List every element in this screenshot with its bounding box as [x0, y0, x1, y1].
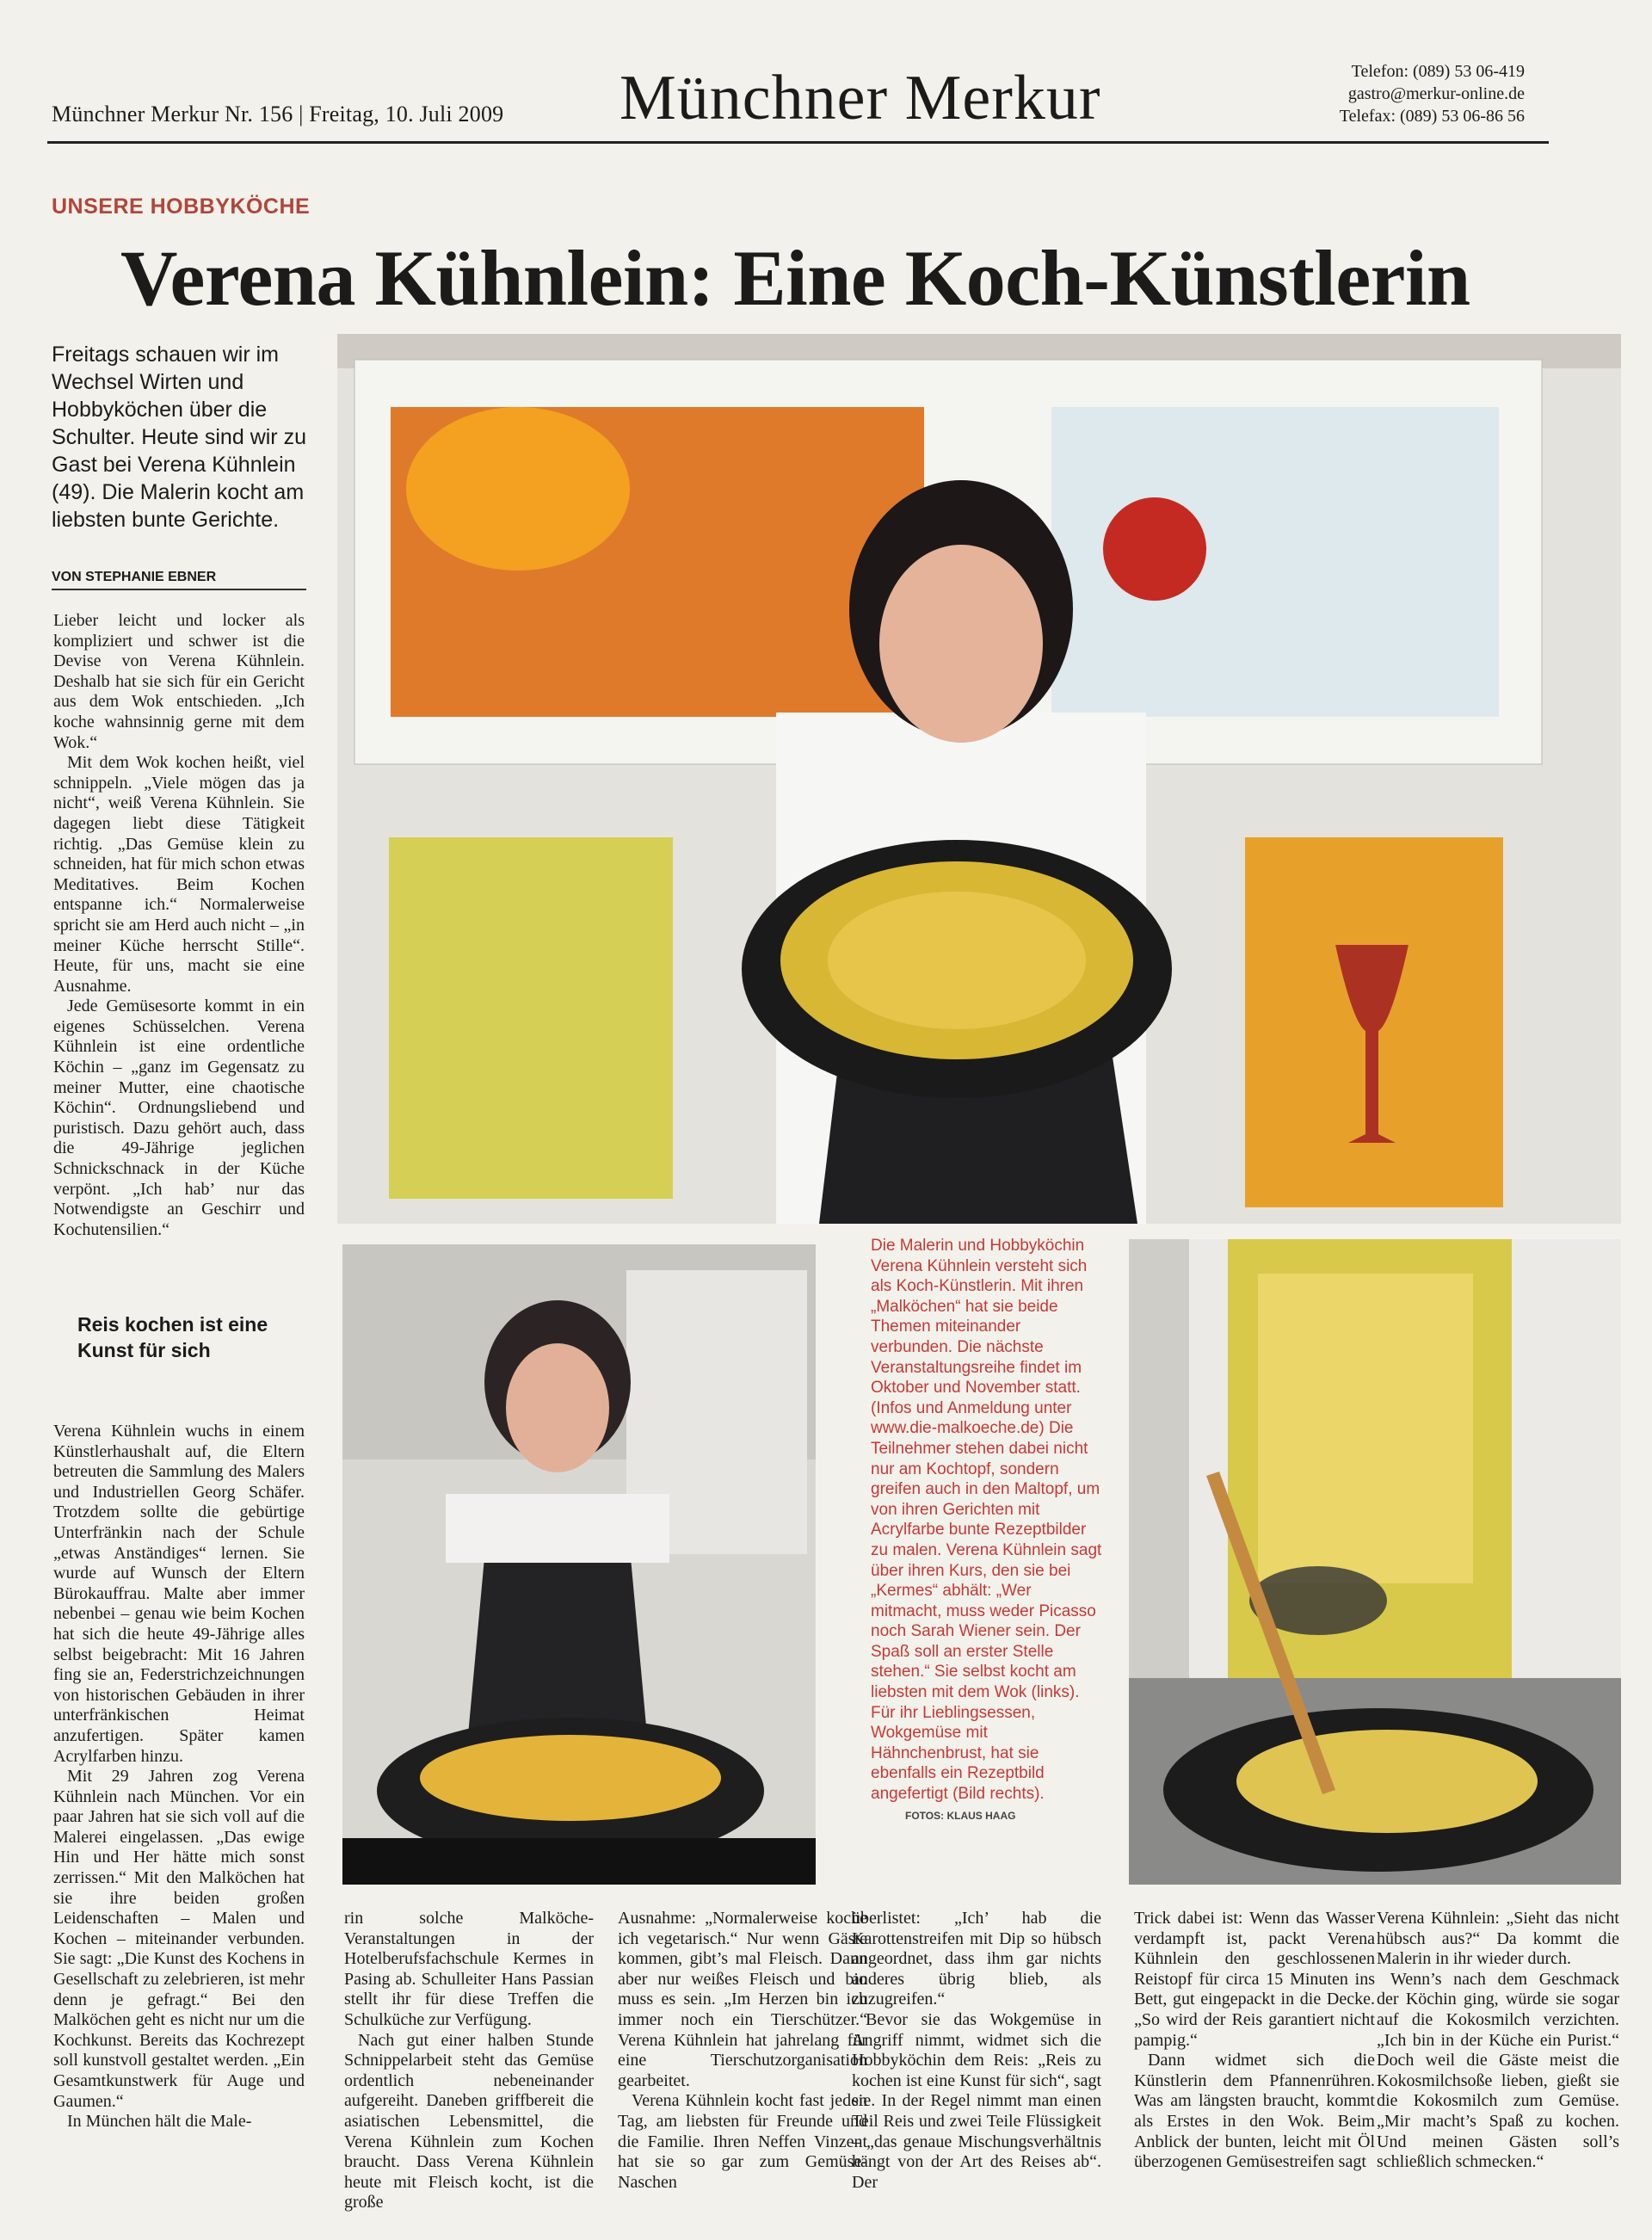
issue-line: Münchner Merkur Nr. 156 | Freitag, 10. Juli 2009	[52, 102, 504, 127]
column-4	[852, 1909, 1101, 2193]
contact-block	[1340, 60, 1525, 127]
paragraph: Verena Kühnlein wuchs in einem Künstlerhaushalt auf, die Eltern betreuten die Sammlung des Malers und Industriellen Georg Schäfer. Trotzdem sollte die gebürtige Unterfränkin nach der Schule „etwas Anständiges“ lernen. Sie wurde auf Wunsch der Eltern Bürokauffrau. Malte aber immer nebenbei – genau wie beim Kochen hat sich die heute 49-Jährige alles selbst beigebracht: Mit 16 Jahren fing sie an, Federstrichzeichnungen von historischen Gebäuden in ihrer unterfränkischen Heimat anzufertigen. Später kamen Acrylfarben hinzu.	[53, 1422, 305, 1766]
contact-email: gastro@merkur-online.de	[1347, 84, 1525, 103]
paragraph: Verena Kühnlein: „Sieht das nicht hübsch aus?“ Da kommt die Malerin in ihr wieder durch.	[1377, 1909, 1619, 1969]
byline: VON STEPHANIE EBNER	[52, 570, 306, 590]
column-6	[1377, 1909, 1619, 2173]
paragraph: Verena Kühnlein kocht fast jeden Tag, am liebsten für Freunde und die Familie. Ihren Neffen Vinzent hat sie so gar zum Gemüse-Naschen	[618, 2091, 867, 2192]
cooking-photo-left	[342, 1244, 816, 1885]
paragraph: Ausnahme: „Normalerweise koche ich vegetarisch.“ Nur wenn Gäste kommen, gibt’s mal Fleisch. Dann aber nur weißes Fleisch und bio muss es sein. „Im Herzen bin ich immer noch ein Tierschützer.“ Verena Kühnlein hat jahrelang für eine Tierschutzorganisation gearbeitet.	[618, 1909, 867, 2090]
paragraph: Nach gut einer halben Stunde Schnippelarbeit steht das Gemüse ordentlich nebeneinander aufgereiht. Daneben griffbereit die asiatischen Lebensmittel, die Verena Kühnlein zum Kochen braucht. Dass Verena Kühnlein heute mit Fleisch kocht, ist die große	[344, 2030, 594, 2212]
photo-credit: FOTOS: KLAUS HAAG	[905, 1809, 1016, 1822]
caption-text: Die Malerin und Hobbyköchin Verena Kühnlein versteht sich als Koch-Künstlerin. Mit ihren „Malköchen“ hat sie beide Themen miteinander verbunden. Die nächste Veranstaltungsreihe findet im Oktober und November statt. (Infos und Anmeldung unter www.die-malkoeche.de) Die Teilnehmer stehen dabei nicht nur am Kochtopf, sondern greifen auch in den Maltopf, um von ihren Gerichten mit Acrylfarbe bunte Rezeptbilder zu malen. Verena Kühnlein sagt über ihren Kurs, den sie bei „Kermes“ abhält: „Wer mitmacht, muss weder Picasso noch Sarah Wiener sein. Der Spaß soll an erster Stelle stehen.“ Sie selbst kocht am liebsten mit dem Wok (links). Für ihr Lieblingsessen, Wokgemüse mit Hähnchenbrust, hat sie ebenfalls ein Rezeptbild angefertigt (Bild rechts).	[871, 1237, 1102, 1804]
subheading: Reis kochen ist eine Kunst für sich	[77, 1313, 268, 1361]
paper-name: Münchner Merkur	[620, 63, 1101, 133]
recipe-painting-photo-image	[1129, 1239, 1621, 1885]
paragraph: Trick dabei ist: Wenn das Wasser verdampft ist, packt Verena Kühnlein den geschlossenen Reistopf für circa 15 Minuten ins Bett, gut eingepackt in die Decke. „So wird der Reis garantiert nicht pampig.“	[1134, 1909, 1375, 2050]
cooking-photo	[342, 1244, 816, 1885]
headline: Verena Kühnlein: Eine Koch-Künstlerin	[120, 234, 1470, 322]
paragraph: Wenn’s nach dem Geschmack der Köchin ging, würde sie sogar auf die Kokosmilch verzichten. „Ich bin in der Küche ein Purist.“ Doch weil die Gäste meist die Kokosmilchsoße lieben, gießt sie die Kokosmilch zum Gemüse. „Mir macht’s Spaß zu kochen. Und meinen Gästen soll’s schließlich schmecken.“	[1377, 1969, 1619, 2172]
paragraph: überlistet: „Ich’ hab die Karottenstreifen mit Dip so hübsch angeordnet, dass ihm gar nichts anderes übrig blieb, als zuzugreifen.“	[852, 1909, 1101, 2009]
paragraph: Dann widmet sich die Künstlerin dem Pfannenrühren. Was am längsten braucht, kommt als Erstes in den Wok. Beim Anblick der bunten, leicht mit Öl überzogenen Gemüsestreifen sagt	[1134, 2051, 1375, 2172]
paragraph: Jede Gemüsesorte kommt in ein eigenes Schüsselchen. Verena Kühnlein ist eine ordentliche Köchin – „ganz im Gegensatz zu meiner Mutter, eine chaotische Köchin“. Ordnungsliebend und puristisch. Dazu gehört auch, dass die 49-Jährige jeglichen Schnickschnack in der Küche verpönt. „Ich hab’ nur das Notwendigste an Geschirr und Kochutensilien.“	[53, 997, 305, 1239]
column-2	[344, 1909, 594, 2213]
paragraph: Bevor sie das Wokgemüse in Angriff nimmt, widmet sich die Hobbyköchin dem Reis: „Reis zu kochen ist eine Kunst für sich“, sagt sie. In der Regel nimmt man einen Teil Reis und zwei Teile Flüssigkeit – „das genaue Mischungsverhältnis hängt von der Art des Reises ab“. Der	[852, 2009, 1101, 2192]
column-1b	[53, 1422, 305, 2132]
kicker: UNSERE HOBBYKÖCHE	[52, 194, 311, 219]
paragraph: rin solche Malköche-Veranstaltungen in der Hotelberufsfachschule Kermes in Pasing ab. Schulleiter Hans Passian stellt ihr für diese Treffen die Schulküche zur Verfügung.	[344, 1909, 594, 2029]
paragraph: In München hält die Male-	[67, 2112, 252, 2132]
portrait-photo	[337, 334, 1621, 1224]
paragraph: Mit dem Wok kochen heißt, viel schnippeln. „Viele mögen das ja nicht“, weiß Verena Kühnlein. Sie dagegen liebt diese Tätigkeit richtig. „Das Gemüse klein zu schneiden, hat für mich schon etwas Meditatives. Beim Kochen entspanne ich.“ Normalerweise spricht sie am Herd auch nicht – „in meiner Küche herrscht Stille“. Heute, für uns, macht sie eine Ausnahme.	[53, 753, 305, 996]
contact-fax: Telefax: (089) 53 06-86 56	[1339, 107, 1525, 126]
paragraph: Mit 29 Jahren zog Verena Kühnlein nach München. Vor ein paar Jahren hat sie sich voll auf die Malerei eingelassen. „Das ewige Hin und Her hätte mich sonst zerrissen.“ Mit den Malköchen hat sie ihre beiden großen Leidenschaften – Malen und Kochen – miteinander verbunden. Sie sagt: „Die Kunst des Kochens in Gesellschaft zu zelebrieren, ist mehr denn je gefragt.“ Bei den Malköchen geht es nicht nur um die Kochkunst. Bereits das Kochrezept soll kunstvoll gestaltet werden. „Ein Gesamtkunstwerk für Auge und Gaumen.“	[53, 1767, 305, 2111]
intro-text: Freitags schauen wir im Wechsel Wirten und Hobbyköchen über die Schulter. Heute sind wir zu Gast bei Verena Kühnlein (49). Die Malerin kocht am liebsten bunte Gerichte.	[52, 342, 306, 532]
paragraph: Lieber leicht und locker als kompliziert und schwer ist die Devise von Verena Kühnlein. Deshalb hat sie sich für ein Gericht aus dem Wok entschieden. „Ich koche wahnsinnig gerne mit dem Wok.“	[53, 611, 305, 752]
column-1	[53, 611, 305, 1240]
column-5	[1134, 1909, 1375, 2173]
column-3	[618, 1909, 867, 2193]
contact-phone: Telefon: (089) 53 06-419	[1351, 62, 1525, 81]
main-photo	[337, 334, 1621, 1224]
recipe-painting-photo	[1129, 1239, 1621, 1885]
masthead-rule	[47, 141, 1549, 144]
photo-caption	[871, 1236, 1103, 1826]
